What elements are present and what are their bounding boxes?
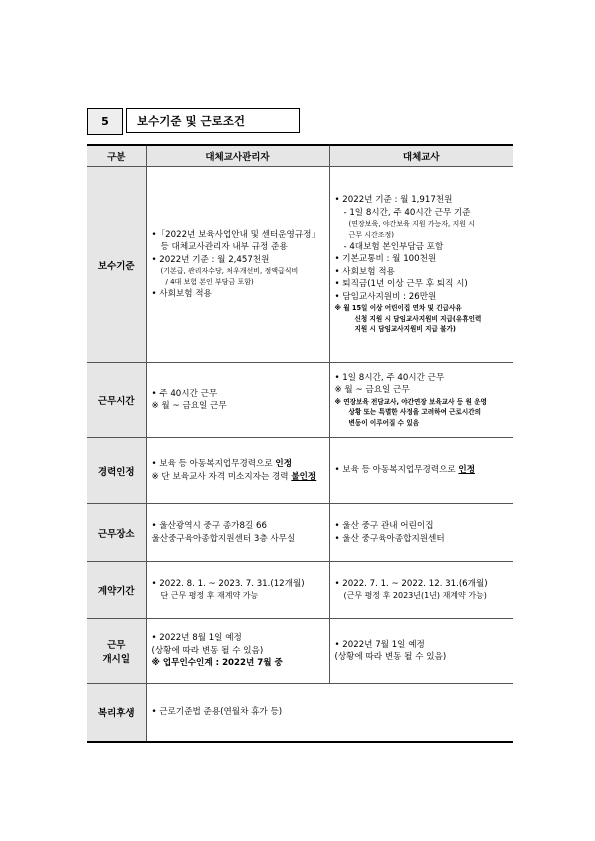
salary-teacher-note: 근무 시간조정) [348,231,395,239]
start-teacher-line: • 2022년 7월 1일 예정 [334,639,425,650]
salary-manager-line: •「2022년 보육사업안내 및 센터운영규정」 [151,229,321,240]
career-manager-text: • 보육 등 아동복지업무경력으로 [151,459,276,470]
contract-teacher-cell [329,562,513,619]
contract-teacher-line: • 2022. 7. 1. ~ 2022. 12. 31.(6개월) [334,578,488,589]
contract-manager-line: 단 근무 평정 후 재계약 가능 [160,591,259,601]
salary-manager-cell [146,167,329,363]
table-header-row [87,145,513,167]
location-manager-cell [146,504,329,562]
table-row-start [87,619,513,684]
contract-teacher-line: (근무 평정 후 2023년(1년) 재계약 가능) [343,591,487,601]
start-manager-line: • 2022년 8월 1일 예정 [151,633,242,644]
row-label-career: 경력인정 [87,438,146,504]
location-manager-line: • 울산광역시 중구 종가8길 66 [151,521,267,532]
location-manager-line: 울산중구육아종합지원센터 3층 사무실 [151,533,296,544]
table-row-salary [87,167,513,363]
career-teacher-cell [329,438,513,504]
row-label-welfare: 복리후생 [87,684,146,742]
start-teacher-line: (상황에 따라 변동 될 수 있음) [334,652,447,662]
salary-teacher-line: • 2022년 기준 : 월 1,917천원 [334,195,453,206]
row-label-start [87,619,146,684]
salary-teacher-note: (연장보육, 야간보육 지원 가능자, 지원 시 [348,220,475,229]
start-manager-line: (상황에 따라 변동 될 수 있음) [151,645,264,656]
table-row-career [87,438,513,504]
location-teacher-line: • 울산 중구육아종합지원센터 [334,533,445,544]
header-teacher: 대체교사 [329,145,513,167]
table-row-location [87,504,513,562]
row-label-hours: 근무시간 [87,363,146,438]
career-manager-cell [146,438,329,504]
header-manager: 대체교사관리자 [146,145,329,167]
hours-manager-line: ※ 월 ~ 금요일 근무 [151,401,227,411]
row-label-location: 근무장소 [87,504,146,562]
welfare-cell [146,684,513,742]
start-manager-notice: ※ 업무인수인계 : 2022년 7월 중 [151,658,283,669]
table-row-hours [87,363,513,438]
section-header [87,108,300,135]
career-teacher-text: • 보육 등 아동복지업무경력으로 [334,465,459,476]
salary-teacher-line: • 사회보험 적용 [334,266,395,277]
start-teacher-cell [329,619,513,684]
welfare-line: • 근로기준법 준용(연월차 휴가 등) [151,707,283,718]
salary-teacher-line: • 기본교통비 : 월 100천원 [334,254,437,265]
contract-manager-cell [146,562,329,619]
career-manager-text: ※ 단 보육교사 자격 미소지자는 경력 [151,471,292,482]
salary-teacher-line: - 1일 8시간, 주 40시간 근무 기준 [343,207,471,218]
salary-teacher-notice: ※ 월 15일 이상 어린이집 연차 및 긴급사유 [334,304,462,313]
salary-teacher-notice: 지원 시 담임교사지원비 지급 불가) [354,325,456,334]
career-manager-emphasis: 인정 [275,459,293,470]
salary-teacher-line: • 퇴직금(1년 이상 근무 후 퇴직 시) [334,279,468,290]
salary-manager-line: • 2022년 기준 : 월 2,457천원 [151,254,270,265]
salary-teacher-cell [329,167,513,363]
table-row-contract [87,562,513,619]
salary-teacher-line: • 담임교사지원비 : 26만원 [334,291,437,302]
career-manager-line [152,471,325,483]
career-teacher-line [335,464,510,476]
section-title: 보수기준 및 근로조건 [126,108,300,133]
hours-teacher-line: • 1일 8시간, 주 40시간 근무 [334,372,445,383]
salary-manager-line: • 사회보험 적용 [151,288,212,299]
career-manager-emphasis: 불인정 [291,471,317,482]
career-manager-line [152,458,325,470]
hours-manager-cell [146,363,329,438]
location-teacher-line: • 울산 중구 관내 어린이집 [334,521,434,532]
hours-teacher-line: ※ 월 ~ 금요일 근무 [334,385,410,396]
start-manager-cell [146,619,329,684]
row-label-salary: 보수기준 [87,167,146,363]
salary-manager-line: 등 대체교사관리자 내부 규정 준용 [160,242,288,253]
salary-teacher-line: - 4대보험 본인부담금 포함 [343,241,444,252]
table-row-welfare [87,684,513,742]
hours-teacher-notice: 변동이 이루어질 수 있음 [348,418,420,427]
hours-teacher-notice: ※ 연장보육 전담교사, 야간연장 보육교사 등 원 운영 [334,397,487,406]
conditions-table [87,144,513,743]
header-category: 구분 [87,145,146,167]
row-label-start-line: 근무 [107,640,126,651]
hours-teacher-cell [329,363,513,438]
salary-manager-note: (기본급, 관리자수당, 처우개선비, 정액급식비 [160,267,299,276]
hours-manager-line: • 주 40시간 근무 [151,388,218,399]
hours-teacher-notice: 상황 또는 특별한 사정을 고려하여 근로시간의 [348,408,481,417]
salary-teacher-notice: 신청 지원 시 담임교사지원비 지급(유휴인력 [354,314,482,323]
row-label-start-line: 개시일 [102,654,131,665]
career-teacher-emphasis: 인정 [458,465,476,476]
contract-manager-line: • 2022. 8. 1. ~ 2023. 7. 31.(12개월) [151,578,305,589]
salary-manager-note: / 4대 보험 본인 부담금 포함) [165,277,254,286]
section-number: 5 [87,108,123,135]
row-label-contract: 계약기간 [87,562,146,619]
location-teacher-cell [329,504,513,562]
